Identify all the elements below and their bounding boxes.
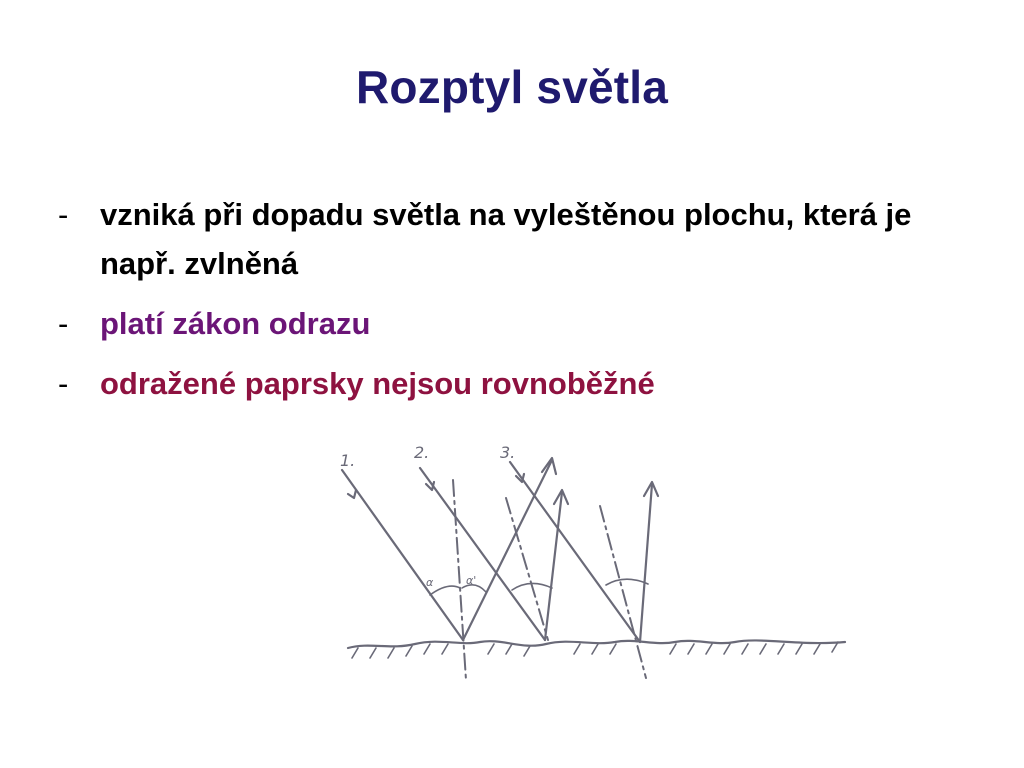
bullet-list	[58, 190, 958, 419]
ray-1-reflected	[463, 460, 552, 640]
bullet-marker: -	[58, 197, 69, 232]
bullet-marker: -	[58, 366, 69, 401]
ray-1-incident	[342, 470, 463, 640]
bullet-marker: -	[58, 306, 69, 341]
ray-2-incident	[420, 468, 545, 640]
ray-3-reflected	[640, 484, 652, 642]
slide-title: Rozptyl světla	[355, 61, 669, 113]
angle-arc-3	[606, 579, 648, 585]
bullet-item-1	[58, 190, 958, 288]
bullet-text: platí zákon odrazu	[100, 306, 371, 341]
ray-3-incident	[510, 462, 640, 642]
bullet-item-2	[58, 299, 958, 348]
normal-1	[453, 480, 466, 680]
scattering-diagram	[330, 440, 870, 690]
normal-3	[600, 506, 646, 678]
normal-2	[506, 498, 548, 640]
angle-label-alpha: α	[426, 576, 434, 589]
ray-1-arrowhead	[348, 490, 356, 498]
bullet-text: vzniká při dopadu světla na vyleštěnou plochu, která je např. zvlněná	[100, 197, 912, 281]
ray-label-2: 2.	[414, 443, 430, 462]
surface-hatching	[352, 642, 838, 658]
ray-label-3: 3.	[500, 443, 516, 462]
bullet-text: odražené paprsky nejsou rovnoběžné	[100, 366, 655, 401]
bullet-item-3	[58, 359, 958, 408]
ray-label-1: 1.	[340, 451, 356, 470]
angle-arc-1	[430, 586, 460, 595]
angle-label-alpha-prime: α'	[466, 574, 477, 587]
